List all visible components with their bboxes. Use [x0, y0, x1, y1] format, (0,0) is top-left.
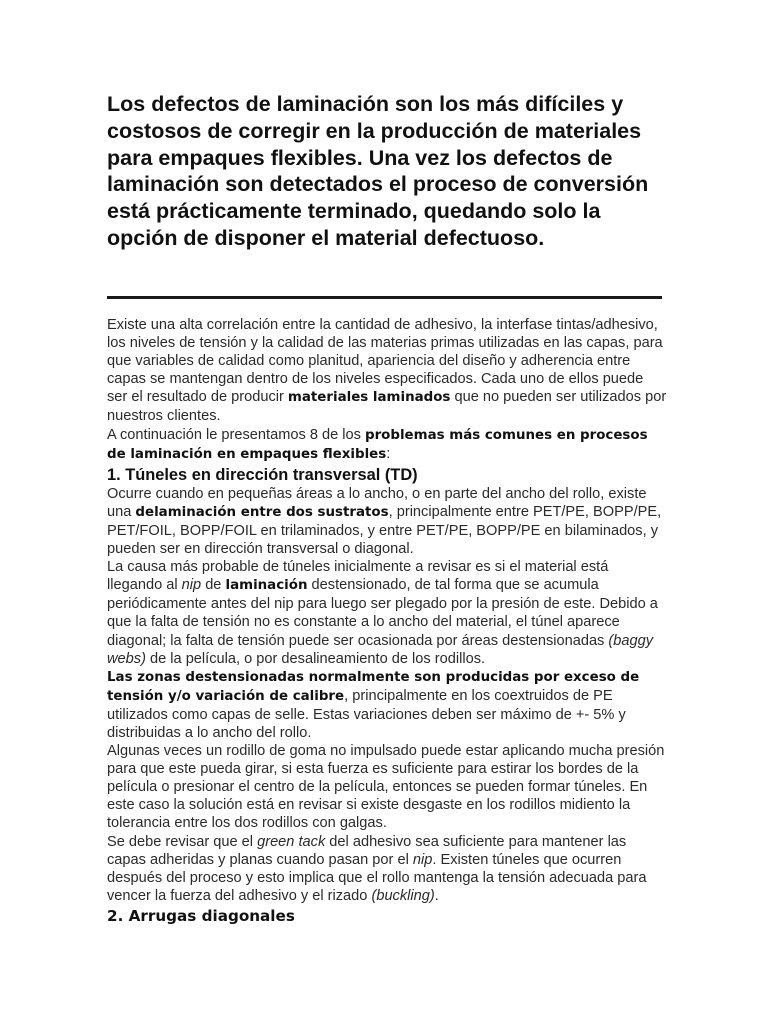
- text-run: , principalmente entre PET/PE, BOPP/PE, PET/FOIL, BOPP/FOIL en trilaminados, y entre PET/PE, BOPP/PE en bilaminados, y pueden ser en dirección transversal o diagonal.: [107, 503, 662, 558]
- section-divider: [107, 296, 662, 299]
- italic-run: green tack: [257, 833, 326, 850]
- text-run: destensionado, de tal forma que se acumula periódicamente antes del nip para luego ser plegado por la presión de este. Debido a que la falta de tensión no es constante a lo ancho del material, el túnel aparece diagonal; la falta de tensión puede ser ocasionada por áreas destensionadas: [107, 577, 658, 649]
- text-run: A continuación le presentamos 8 de los: [107, 426, 365, 443]
- text-run: que no pueden ser utilizados por nuestros clientes.: [107, 389, 667, 425]
- text-run: Se debe revisar que el: [107, 833, 258, 850]
- text-run: . Existen túneles que ocurren después del proceso y esto implica que el rollo mantenga la tensión adecuada para vencer la fuerza del adhesivo y el rizado: [107, 851, 647, 904]
- section-1-paragraph-1: [107, 485, 667, 558]
- text-run: .: [434, 887, 439, 904]
- bold-run: delaminación entre dos sustratos: [135, 504, 389, 520]
- italic-run: nip: [412, 851, 433, 868]
- text-run: de: [201, 577, 226, 594]
- text-run: Ocurre cuando en pequeñas áreas a lo ancho, o en parte del ancho del rollo, existe una: [107, 485, 647, 520]
- section-2-heading: 2. Arrugas diagonales: [107, 906, 295, 925]
- text-run: La causa más probable de túneles inicialmente a revisar es si el material está llegando al: [107, 559, 609, 594]
- italic-run: (baggy webs): [107, 632, 654, 667]
- bold-run: laminación: [225, 578, 308, 594]
- bold-run: problemas más comunes en procesos de laminación en empaques flexibles: [107, 427, 648, 462]
- section-1-paragraph-3: [107, 668, 667, 742]
- text-run: del adhesivo sea suficiente para mantener las capas adheridas y planas cuando pasan por el: [107, 833, 627, 868]
- section-1-heading: 1. Túneles en dirección transversal (TD): [107, 465, 418, 484]
- text-run: de la película, o por desalineamiento de los rodillos.: [145, 650, 486, 667]
- bold-run: Las zonas destensionadas normalmente son producidas por exceso de tensión y/o variación de calibre: [107, 669, 640, 704]
- intro-paragraph-2: [107, 426, 667, 464]
- text-run: , principalmente en los coextruidos de PE utilizados como capas de selle. Estas variaciones deben ser máximo de +- 5% y distribuidas a lo ancho del rollo.: [107, 687, 626, 741]
- lead-paragraph: Los defectos de laminación son los más difíciles y costosos de corregir en la producción de materiales para empaques flexibles. Una vez los defectos de laminación son detectados el proceso de conversión está prácticamente terminado, quedando solo la opción de disponer el material defectuoso.: [107, 92, 649, 250]
- text-run: :: [386, 445, 391, 462]
- italic-run: nip: [181, 577, 202, 594]
- section-1-paragraph-2: [107, 558, 667, 668]
- intro-paragraph-1: [107, 316, 667, 426]
- section-1-paragraph-4: Algunas veces un rodillo de goma no impulsado puede estar aplicando mucha presión para que este pueda girar, si esta fuerza es suficiente para estirar los bordes de la película o presionar el centro de la película, entonces se pueden formar túneles. En este caso la solución está en revisar si existe desgaste en los rodillos midiento la tolerancia entre los dos rodillos con galgas.: [107, 743, 665, 832]
- section-1-paragraph-5: [107, 833, 667, 905]
- article-body: [107, 316, 667, 926]
- text-run: Existe una alta correlación entre la cantidad de adhesivo, la interfase tintas/adhesivo, los niveles de tensión y la calidad de las materias primas utilizadas en las capas, para que variables de calidad como planitud, apariencia del diseño y adherencia entre capas se mantengan dentro de los niveles especificados. Cada uno de ellos puede ser el resultado de producir: [107, 317, 663, 406]
- italic-run: (buckling): [371, 887, 435, 904]
- bold-run: materiales laminados: [287, 390, 451, 406]
